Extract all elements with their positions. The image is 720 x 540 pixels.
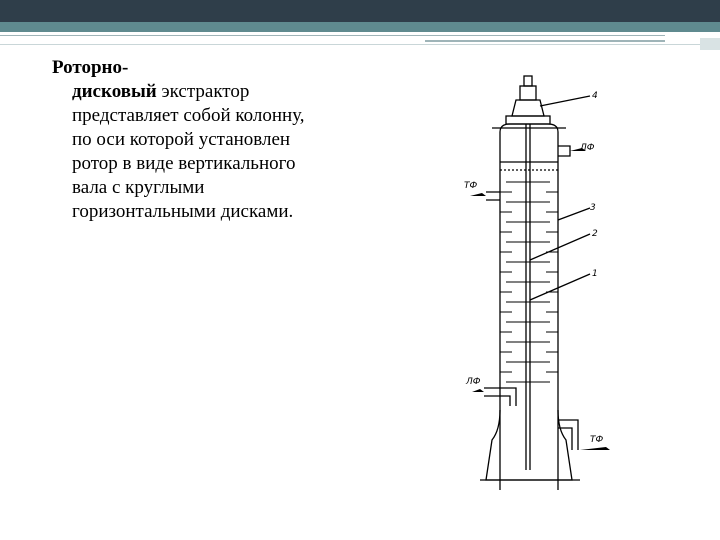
- header-corner: [700, 38, 720, 50]
- leader-1: [530, 274, 590, 300]
- motor-cap: [524, 76, 532, 86]
- slide-line: по оси которой установлен: [72, 129, 291, 150]
- rotor-shaft: [526, 124, 530, 470]
- tf-inlet-left: [486, 192, 500, 200]
- header-bar: [0, 0, 720, 22]
- label-4: 4: [592, 91, 598, 101]
- slide-line: вала с круглыми: [72, 177, 205, 198]
- lf-outlet-top: [558, 146, 570, 156]
- rotor-discs: [506, 182, 550, 382]
- leader-2: [530, 234, 590, 260]
- label-tf-bottom: ТФ: [590, 435, 604, 445]
- motor-flange: [506, 116, 550, 124]
- label-lf-bottom: ЛФ: [466, 377, 481, 387]
- header-rule-light: [0, 44, 720, 45]
- header-rule-accent: [425, 40, 665, 42]
- header-rule: [0, 35, 665, 36]
- label-tf-left: ТФ: [464, 181, 478, 191]
- extractor-diagram: [440, 70, 640, 490]
- header-stripe: [0, 22, 720, 32]
- slide-text: [52, 56, 362, 224]
- slide-line: горизонтальными дисками.: [72, 201, 294, 222]
- slide-line-2-bold: дисковый: [72, 81, 157, 102]
- arrow-lf-in: [472, 389, 484, 392]
- arrow-tf-in: [470, 193, 486, 196]
- tf-outlet-bottom: [558, 420, 578, 450]
- label-1: 1: [592, 269, 598, 279]
- slide-line: ротор в виде вертикального: [72, 153, 296, 174]
- label-3: 3: [590, 203, 596, 213]
- leader-4: [540, 96, 590, 106]
- label-2: 2: [592, 229, 598, 239]
- slide-line-2-rest: экстрактор: [156, 81, 250, 102]
- slide-line: представляет собой колонну,: [72, 105, 305, 126]
- arrow-tf-out: [580, 447, 610, 450]
- slide-line-2: [52, 80, 362, 104]
- slide-title: Роторно-: [52, 57, 129, 78]
- motor-housing: [512, 100, 544, 116]
- motor-body: [520, 86, 536, 100]
- leader-3: [558, 208, 590, 220]
- label-lf-top: ЛФ: [580, 143, 595, 153]
- column-shell-right: [500, 124, 558, 490]
